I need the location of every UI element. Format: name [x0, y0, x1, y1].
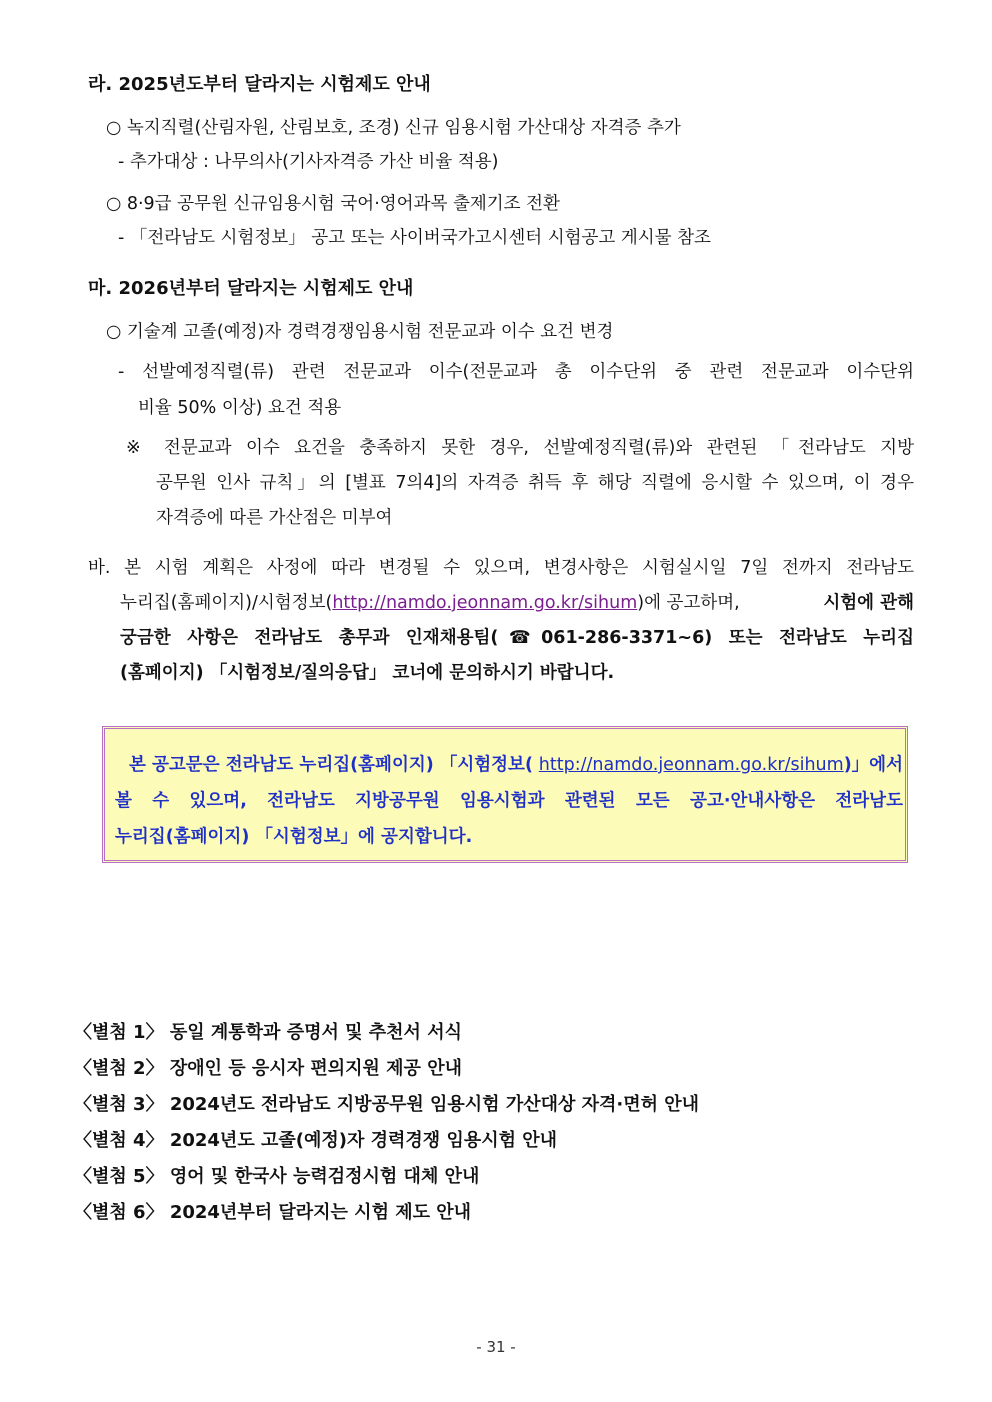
attachment-1: 〈별첨 1〉 동일 계통학과 증명서 및 추천서 서식: [74, 1022, 462, 1043]
section-ba-line-1: 바. 본 시험 계획은 사정에 따라 변경될 수 있으며, 변경사항은 시험실시일 7일 전까지 전라남도: [88, 558, 914, 578]
attachment-4: 〈별첨 4〉 2024년도 고졸(예정)자 경력경쟁 임용시험 안내: [74, 1130, 558, 1151]
section-ma-title: 마. 2026년부터 달라지는 시험제도 안내: [88, 278, 414, 299]
section-ra-item-1-sub: - 추가대상 : 나무의사(기사자격증 가산 비율 적용): [118, 152, 499, 172]
section-ma-note-line-3: 자격증에 따른 가산점은 미부여: [156, 508, 393, 528]
section-ba-line-2-prefix: 누리집(홈페이지)/시험정보(: [120, 593, 333, 613]
section-ba-line-2-mid: )에 공고하며,: [637, 593, 740, 613]
section-ra-item-1: ○ 녹지직렬(산림자원, 산림보호, 조경) 신규 임용시험 가산대상 자격증 추가: [106, 118, 681, 138]
notice-line-1-suffix: )」에서: [843, 755, 903, 775]
notice-line-1: [129, 751, 903, 776]
attachment-2: 〈별첨 2〉 장애인 등 응시자 편의지원 제공 안내: [74, 1058, 462, 1079]
attachment-3: 〈별첨 3〉 2024년도 전라남도 지방공무원 임용시험 가산대상 자격·면허 안내: [74, 1094, 700, 1115]
attachment-5: 〈별첨 5〉 영어 및 한국사 능력검정시험 대체 안내: [74, 1166, 480, 1187]
section-ba-line-2-bold: 시험에 관해: [823, 593, 914, 613]
section-ba-line-3: 궁금한 사항은 전라남도 총무과 인재채용팀(☎061-286-3371~6) 또는 전라남도 누리집: [120, 628, 914, 648]
section-ra-item-2: ○ 8·9급 공무원 신규임용시험 국어·영어과목 출제기조 전환: [106, 194, 560, 214]
sihum-link[interactable]: http://namdo.jeonnam.go.kr/sihum: [332, 593, 638, 613]
section-ma-sub-line-1: - 선발예정직렬(류) 관련 전문교과 이수(전문교과 총 이수단위 중 관련 전문교과 이수단위: [118, 362, 914, 382]
section-ra-item-2-sub: - 「전라남도 시험정보」 공고 또는 사이버국가고시센터 시험공고 게시물 참조: [118, 228, 711, 248]
notice-line-1-prefix: 본 공고문은 전라남도 누리집(홈페이지) 「시험정보(: [129, 755, 533, 775]
attachment-6: 〈별첨 6〉 2024년부터 달라지는 시험 제도 안내: [74, 1202, 472, 1223]
section-ra-title: 라. 2025년도부터 달라지는 시험제도 안내: [88, 74, 431, 95]
section-ma-note-line-1: ※ 전문교과 이수 요건을 충족하지 못한 경우, 선발예정직렬(류)와 관련된 「전라남도 지방: [126, 438, 914, 458]
section-ma-sub-line-2: 비율 50% 이상) 요건 적용: [138, 398, 342, 418]
notice-line-3: 누리집(홈페이지) 「시험정보」에 공지합니다.: [115, 827, 473, 847]
notice-line-2: 볼 수 있으며, 전라남도 지방공무원 임용시험과 관련된 모든 공고·안내사항은 전라남도: [115, 791, 903, 811]
notice-sihum-link[interactable]: http://namdo.jeonnam.go.kr/sihum: [538, 755, 844, 775]
notice-box: [102, 726, 908, 863]
section-ba-line-2: [120, 589, 914, 614]
section-ma-item-1: ○ 기술계 고졸(예정)자 경력경쟁임용시험 전문교과 이수 요건 변경: [106, 322, 614, 342]
section-ba-line-4: (홈페이지) 「시험정보/질의응답」 코너에 문의하시기 바랍니다.: [120, 663, 615, 683]
page-number: - 31 -: [476, 1338, 516, 1356]
section-ma-note-line-2: 공무원 인사 규칙」의 [별표 7의4]의 자격증 취득 후 해당 직렬에 응시할 수 있으며, 이 경우: [156, 473, 914, 493]
